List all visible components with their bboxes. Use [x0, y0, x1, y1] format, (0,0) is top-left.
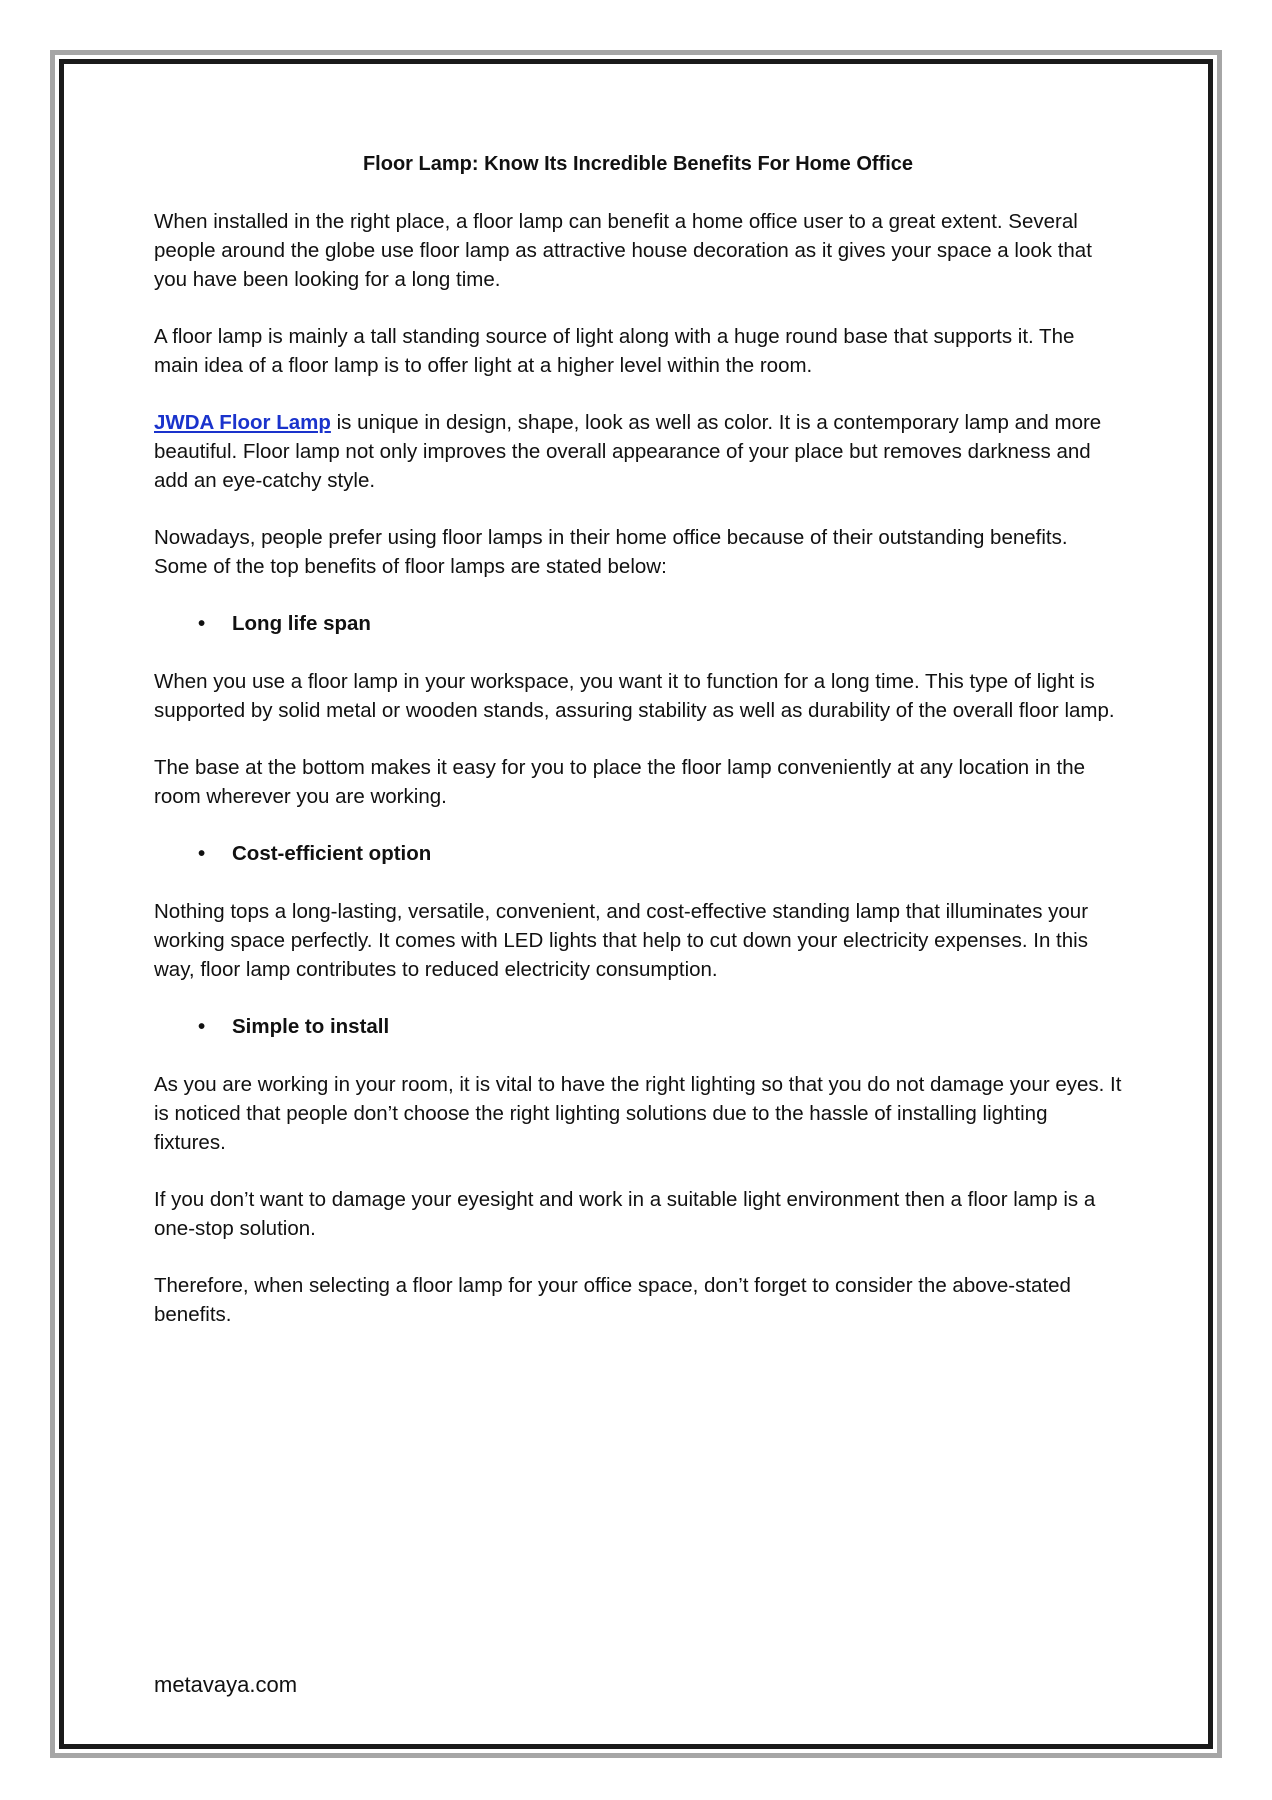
document-body [154, 150, 1122, 1357]
bullet-icon: • [198, 612, 206, 635]
bullet-simple-to-install [154, 1012, 1122, 1041]
bullet-cost-efficient-option [154, 839, 1122, 868]
bullet-heading: Cost-efficient option [232, 842, 432, 865]
paragraph-jwda-text: is unique in design, shape, look as well as color. It is a contemporary lamp and more beautiful. Floor lamp not only improves the overall appearance of your place but removes darkness and add an eye-catchy style. [154, 411, 1102, 492]
paragraph-intro: When installed in the right place, a floor lamp can benefit a home office user to a great extent. Several people around the globe use floor lamp as attractive house decoration as it gives your space a look that you have been looking for a long time. [154, 210, 1092, 291]
paragraph-benefits-intro: Nowadays, people prefer using floor lamps in their home office because of their outstanding benefits. Some of the top benefits of floor lamps are stated below: [154, 526, 1068, 578]
section-paragraph: The base at the bottom makes it easy for you to place the floor lamp conveniently at any location in the room wherever you are working. [154, 756, 1085, 808]
bullet-icon: • [198, 842, 206, 865]
paragraph-jwda [154, 408, 1122, 495]
paragraph-definition: A floor lamp is mainly a tall standing source of light along with a huge round base that supports it. The main idea of a floor lamp is to offer light at a higher level within the room. [154, 325, 1075, 377]
section-paragraph: Therefore, when selecting a floor lamp for your office space, don’t forget to consider the above-stated benefits. [154, 1274, 1071, 1326]
jwda-floor-lamp-link[interactable]: JWDA Floor Lamp [154, 411, 331, 434]
bullet-heading: Simple to install [232, 1015, 390, 1038]
section-paragraph: As you are working in your room, it is vital to have the right lighting so that you do not damage your eyes. It is noticed that people don’t choose the right lighting solutions due to the hassle of installing lighting fixtures. [154, 1073, 1122, 1154]
bullet-long-life-span [154, 609, 1122, 638]
section-paragraph: If you don’t want to damage your eyesight and work in a suitable light environment then a floor lamp is a one-stop solution. [154, 1188, 1096, 1240]
section-paragraph: Nothing tops a long-lasting, versatile, convenient, and cost-effective standing lamp that illuminates your working space perfectly. It comes with LED lights that help to cut down your electricity expenses. In this way, floor lamp contributes to reduced electricity consumption. [154, 900, 1089, 981]
footer-site-name: metavaya.com [154, 1672, 298, 1697]
bullet-icon: • [198, 1015, 206, 1038]
bullet-heading: Long life span [232, 612, 371, 635]
document-title: Floor Lamp: Know Its Incredible Benefits For Home Office [362, 153, 914, 175]
section-paragraph: When you use a floor lamp in your workspace, you want it to function for a long time. This type of light is supported by solid metal or wooden stands, assuring stability as well as durability of the overall floor lamp. [154, 670, 1115, 722]
